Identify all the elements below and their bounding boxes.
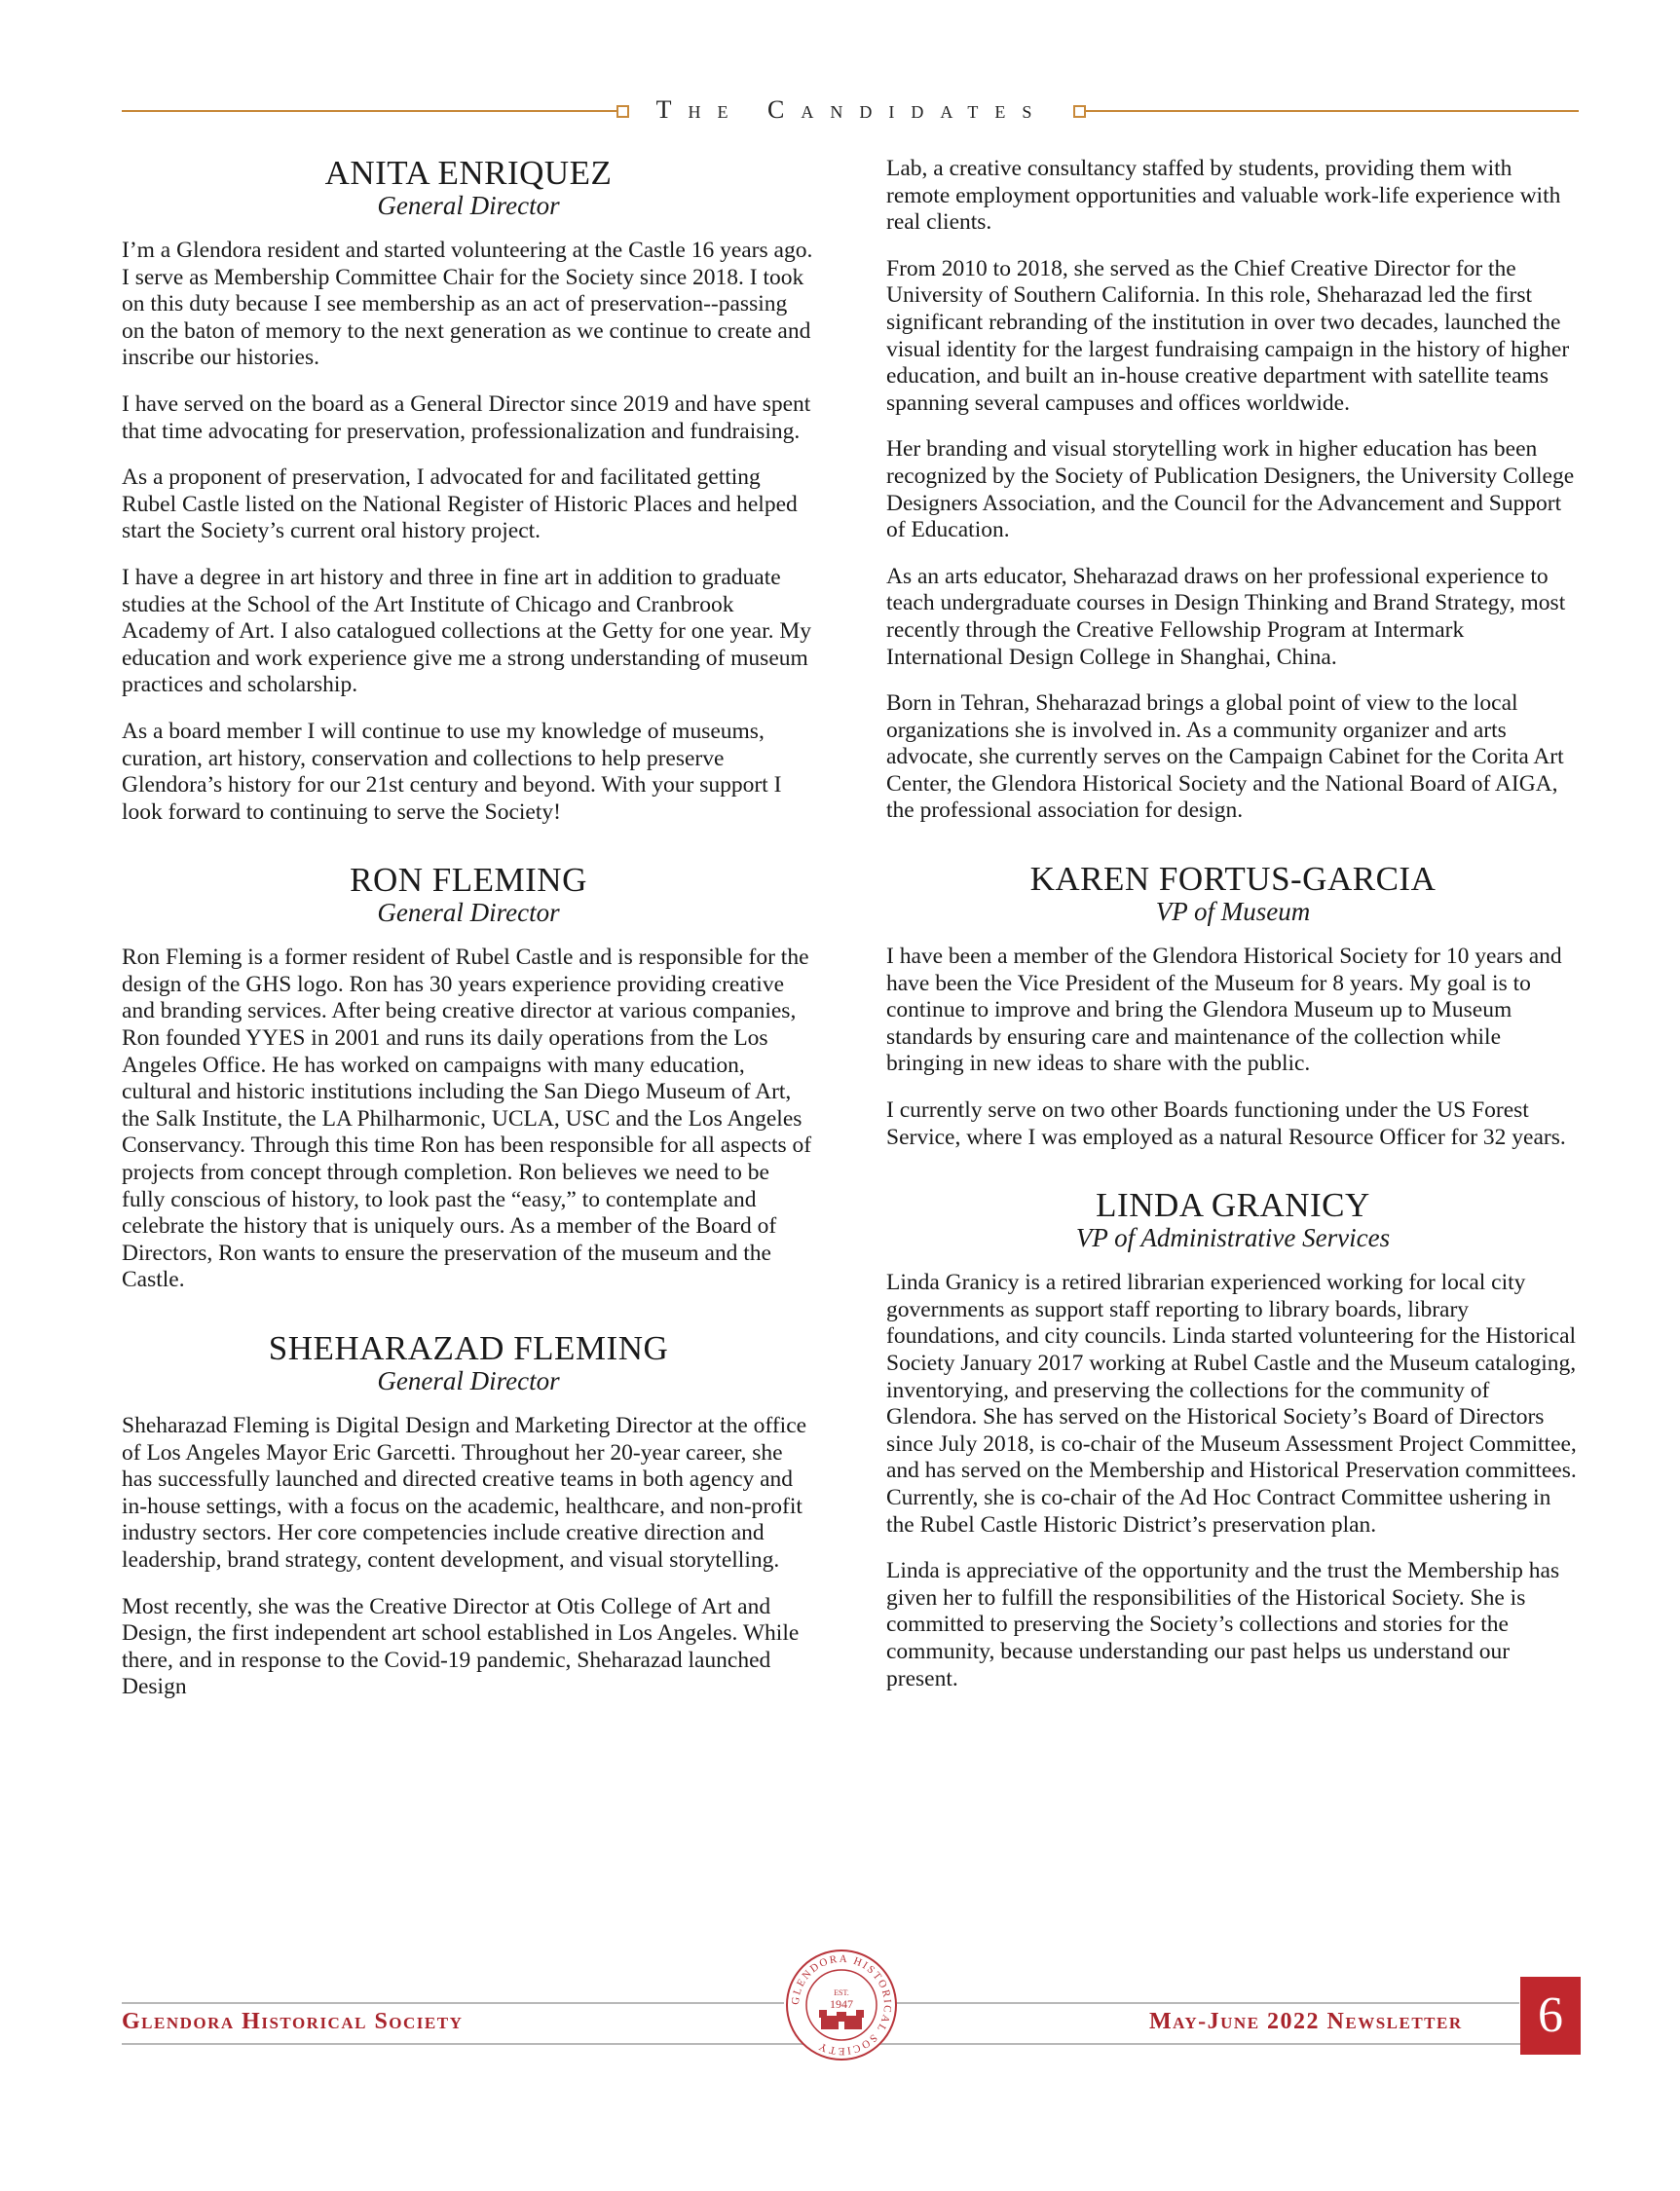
header-rule-left <box>122 110 616 112</box>
candidate-role: General Director <box>377 898 560 928</box>
candidate-karen-fortus-garcia <box>886 862 1580 1151</box>
bio-paragraph: From 2010 to 2018, she served as the Chief Creative Director for the University of Southern California. In this role, Sheharazad led the first significant rebranding of the institution in over two decades, launched the visual identity for the largest fundraising campaign in the history of higher education, and built an in-house creative department with satellite teams spanning several campuses and offices worldwide. <box>886 255 1570 416</box>
bio-paragraph: Her branding and visual storytelling work in higher education has been recognized by the Society of Publication Designers, the University College Designers Association, and the Council for the Advancement and Support of Education. <box>886 436 1575 543</box>
bio-paragraph: Ron Fleming is a former resident of Rubel Castle and is responsible for the design of the GHS logo. Ron has 30 years experience providing creative and branding services. After being creative director at various companies, Ron founded YYES in 2001 and runs its daily operations from the Los Angeles Office. He has worked on campaigns with many education, cultural and historic institutions including the San Diego Museum of Art, the Salk Institute, the LA Philharmonic, UCLA, USC and the Los Angeles Conservancy. Through this time Ron has been responsible for all aspects of projects from concept through completion. Ron believes we need to be fully conscious of history, to look past the “easy,” to contemplate and celebrate the history that is uniquely ours. As a member of the Board of Directors, Ron wants to ensure the preservation of the museum and the Castle. <box>122 945 812 1293</box>
candidate-role: VP of Museum <box>1155 897 1311 927</box>
bio-paragraph: Linda Granicy is a retired librarian experienced working for local city governments as support staff reporting to library boards, library foundations, and city councils. Linda started volunteering for the Historical Society January 2017 working at Rubel Castle and the Museum cataloging, inventorying, and preserving the collections for the community of Glendora. She has served on the Historical Society’s Board of Directors since July 2018, is co-chair of the Museum Assessment Project Committee, and has served on the Membership and Historical Preservation committees. Currently, she is co-chair of the Ad Hoc Contract Committee ushering in the Rubel Castle Historic District’s preservation plan. <box>886 1270 1577 1538</box>
candidate-name: KAREN FORTUS-GARCIA <box>1029 860 1437 899</box>
footer-issue-date: May-June 2022 Newsletter <box>1149 2009 1463 2034</box>
candidate-linda-granicy <box>886 1188 1580 1692</box>
bio-paragraph: I’m a Glendora resident and started volunteering at the Castle 16 years ago. I serve as Membership Committee Chair for the Society since 2018. I took on this duty because I see membership as an act of preservation--passing on the baton of memory to the next generation as we continue to create and inscribe our histories. <box>122 238 813 371</box>
bio-paragraph: As an arts educator, Sheharazad draws on her professional experience to teach undergraduate courses in Design Thinking and Brand Strategy, most recently through the Creative Fellowship Program at Intermark International Design College in Shanghai, China. <box>886 563 1566 670</box>
candidate-ron-fleming <box>122 863 815 1294</box>
left-column <box>122 156 815 1738</box>
bio-paragraph: Lab, a creative consultancy staffed by students, providing them with remote employment opportunities and valuable work-life experience with real clients. <box>886 156 1561 236</box>
candidate-name: SHEHARAZAD FLEMING <box>268 1329 669 1367</box>
sheharazad-bio-continued <box>886 156 1580 825</box>
right-column <box>886 156 1580 1729</box>
header-ornament-right <box>1073 105 1086 118</box>
bio-paragraph: Most recently, she was the Creative Director at Otis College of Art and Design, the first independent art school established in Los Angeles. While there, and in response to the Covid-19 pandemic, Sheharazad launched Design <box>122 1593 800 1700</box>
candidate-anita-enriquez <box>122 156 815 826</box>
bio-paragraph: I have a degree in art history and three in fine art in addition to graduate studies at the School of the Art Institute of Chicago and Cranbrook Academy of Art. I also catalogued collections at the Getty for one year. My education and work experience give me a strong understanding of museum practices and scholarship. <box>122 564 812 698</box>
bio-paragraph: As a proponent of preservation, I advocated for and facilitated getting Rubel Castle listed on the National Register of Historic Places and helped start the Society’s current oral history project. <box>122 464 798 544</box>
bio-paragraph: As a board member I will continue to use my knowledge of museums, curation, art history, conservation and collections to help preserve Glendora’s history for our 21st century and beyond. With your support I look forward to continuing to serve the Society! <box>122 718 782 825</box>
candidate-name: LINDA GRANICY <box>1096 1186 1370 1225</box>
bio-paragraph: I currently serve on two other Boards functioning under the US Forest Service, where I was employed as a natural Resource Officer for 32 years. <box>886 1097 1566 1150</box>
section-header <box>122 95 1579 124</box>
footer-rule-left <box>122 2002 784 2004</box>
seal-est: EST. <box>834 1988 849 1997</box>
bio-paragraph: Linda is appreciative of the opportunity and the trust the Membership has given her to fulfill the responsibilities of the Historical Society. She is committed to preserving the Society’s collections and stories for the community, because understanding our past helps us understand our present. <box>886 1558 1560 1691</box>
section-title: The Candidates <box>655 95 1049 124</box>
seal-ring-text: GLENDORA HISTORICAL SOCIETY <box>789 1952 894 2058</box>
candidate-name: RON FLEMING <box>350 861 587 900</box>
bio-paragraph: I have been a member of the Glendora Historical Society for 10 years and have been the Vice President of the Museum for 8 years. My goal is to continue to improve and bring the Glendora Museum up to Museum standards by ensuring care and maintenance of the collection while bringing in new ideas to share with the public. <box>886 944 1562 1077</box>
header-ornament-left <box>616 105 629 118</box>
bio-paragraph: Sheharazad Fleming is Digital Design and Marketing Director at the office of Los Angeles Mayor Eric Garcetti. Throughout her 20-year career, she has successfully launched and directed creative teams in both agency and in-house settings, with a focus on the academic, healthcare, and non-profit industry sectors. Her core competencies include creative direction and leadership, brand strategy, content development, and visual storytelling. <box>122 1413 807 1573</box>
candidate-role: VP of Administrative Services <box>1075 1223 1391 1253</box>
candidate-sheharazad-fleming <box>122 1331 815 1701</box>
candidate-name: ANITA ENRIQUEZ <box>324 154 613 192</box>
seal-year: 1947 <box>830 1997 853 2011</box>
candidate-role: General Director <box>377 191 560 220</box>
castle-icon <box>819 2010 864 2029</box>
bio-paragraph: I have served on the board as a General Director since 2019 and have spent that time advocating for preservation, professionalization and fundraising. <box>122 390 811 444</box>
footer-rule-right <box>896 2002 1519 2004</box>
society-seal-icon <box>784 1948 899 2062</box>
footer-society-name: Glendora Historical Society <box>122 2009 464 2034</box>
page-number: 6 <box>1520 1977 1581 2055</box>
bio-paragraph: Born in Tehran, Sheharazad brings a global point of view to the local organizations she is involved in. As a community organizer and arts advocate, she currently serves on the Campaign Cabinet for the Corita Art Center, the Glendora Historical Society and the National Board of AIGA, the professional association for design. <box>886 690 1564 824</box>
candidate-role: General Director <box>377 1366 560 1395</box>
header-rule-right <box>1086 110 1579 112</box>
